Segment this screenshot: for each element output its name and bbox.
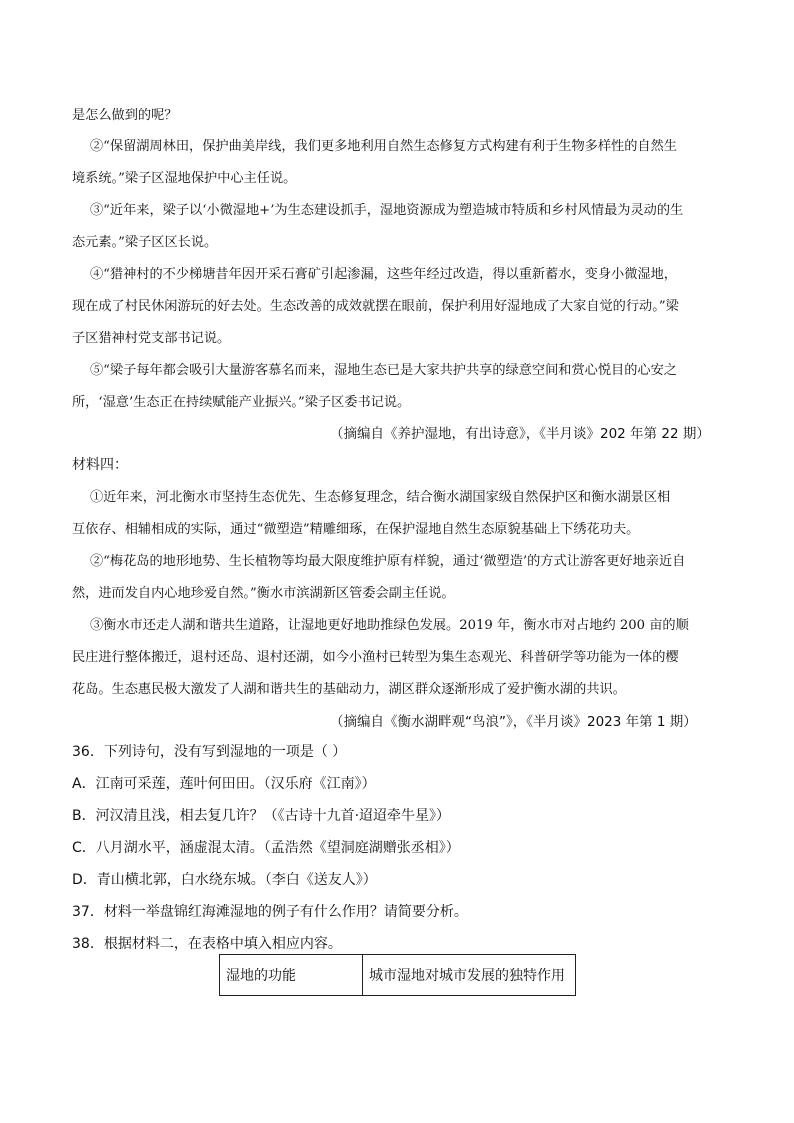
- text-line: ⑤“梁子每年都会吸引大量游客慕名而来，湿地生态已是大家共护共享的绿意空间和赏心悦目的心安之: [90, 363, 677, 378]
- text-line: 37．材料一举盘锦红海滩湿地的例子有什么作用？请简要分析。: [72, 904, 468, 920]
- text-line: B．河汉清且浅，相去复几许？（《古诗十九首·迢迢牵牛星》）: [72, 808, 451, 824]
- text-line: 态元素。”梁子区区长说。: [72, 235, 218, 250]
- text-line: ④“猎神村的不少梯塘昔年因开采石膏矿引起渗漏，这些年经过改造，得以重新蓄水，变身小微湿地，: [90, 267, 677, 282]
- table-cell-role[interactable]: 城市湿地对城市发展的独特作用: [363, 955, 576, 996]
- text-line: ②“保留湖周林田，保护曲美岸线，我们更多地利用自然生态修复方式构建有利于生物多样性的自然生: [90, 139, 677, 154]
- text-line: 境系统。”梁子区湿地保护中心主任说。: [72, 171, 297, 186]
- table-cell-function[interactable]: 湿地的功能: [220, 955, 363, 996]
- text-line: ①近年来，河北衡水市坚持生态优先、生态修复理念，结合衡水湖国家级自然保护区和衡水湖景区相: [90, 490, 671, 505]
- text-line: ③衡水市还走人湖和谐共生道路，让湿地更好地助推绿色发展。2019 年，衡水市对占地约 200 亩的顺: [90, 618, 689, 633]
- text-line: （摘编自《衡水湖畔观“鸟浪”》，《半月谈》2023 年第 1 期）: [330, 714, 697, 730]
- table-row: [220, 955, 576, 996]
- text-line: 是怎么做到的呢？: [72, 108, 178, 123]
- text-line: 互依存、相辅相成的实际，通过“微塑造”精雕细琢，在保护湿地自然生态原貌基础上下绣花功夫。: [72, 522, 640, 537]
- text-line: 36．下列诗句，没有写到湿地的一项是（ ）: [72, 744, 347, 760]
- text-line: （摘编自《养护湿地，有出诗意》，《半月谈》202 年第 22 期）: [330, 426, 710, 442]
- text-line: C．八月湖水平，涵虚混太清。（孟浩然《望洞庭湖赠张丞相》）: [72, 840, 460, 856]
- text-line: 子区猎神村党支部书记说。: [72, 331, 231, 346]
- text-line: 现在成了村民休闲游玩的好去处。生态改善的成效就摆在眼前，保护利用好湿地成了大家自觉的行动。”梁: [72, 299, 679, 314]
- text-line: D．青山横北郭，白水绕东城。（李白《送友人》）: [72, 872, 377, 888]
- answer-table: [219, 954, 576, 996]
- text-line: 材料四：: [72, 457, 128, 473]
- text-line: 花岛。生态惠民极大激发了人湖和谐共生的基础动力，湖区群众逐渐形成了爱护衡水湖的共识。: [72, 682, 626, 697]
- text-line: ③“近年来，梁子以‘小微湿地+’为生态建设抓手，湿地资源成为塑造城市特质和乡村风情最为灵动的生: [90, 203, 684, 218]
- text-line: 38．根据材料二，在表格中填入相应内容。: [72, 936, 342, 952]
- text-line: 民庄进行整体搬迁，退村还岛、退村还湖，如今小渔村已转型为集生态观光、科普研学等功能为一体的樱: [72, 650, 679, 665]
- text-line: ②“梅花岛的地形地势、生长植物等均最大限度维护原有样貌，通过‘微塑造’的方式让游客更好地亲近自: [90, 554, 686, 569]
- text-line: 然，进而发自内心地珍爱自然。”衡水市滨湖新区管委会副主任说。: [72, 586, 455, 601]
- text-line: 所，‘湿意’生态正在持续赋能产业振兴。”梁子区委书记说。: [72, 395, 411, 410]
- text-line: A．江南可采莲，莲叶何田田。（汉乐府《江南》）: [72, 776, 376, 792]
